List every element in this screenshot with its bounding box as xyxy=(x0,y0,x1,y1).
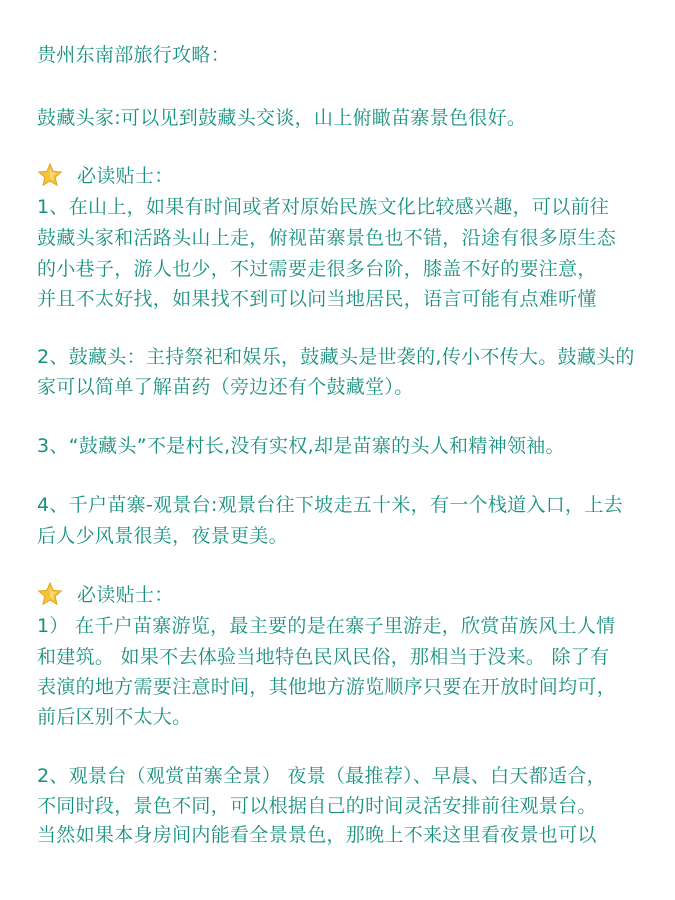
tip1-heading xyxy=(37,162,174,190)
tip1-line: 并且不太好找，如果找不到可以问当地居民，语言可能有点难听懂 xyxy=(37,288,597,310)
tip1-line: 鼓藏头家和活路头山上走，俯视苗寨景色也不错，沿途有很多原生态 xyxy=(37,227,617,249)
tip2-line: 和建筑。 如果不去体验当地特色民风民俗，那相当于没来。 除了有 xyxy=(37,646,610,668)
star-icon xyxy=(37,162,63,188)
section4-line: 4、千户苗寨-观景台:观景台往下坡走五十米，有一个栈道入口，上去 xyxy=(37,494,623,516)
tip2-line: 表演的地方需要注意时间，其他地方游览顺序只要在开放时间均可， xyxy=(37,676,617,698)
tip1-label: 必读贴士： xyxy=(77,165,174,187)
tip2-label: 必读贴士： xyxy=(77,584,174,606)
section5-line: 当然如果本身房间内能看全景景色，那晚上不来这里看夜景也可以 xyxy=(37,824,597,846)
intro-text: 鼓藏头家:可以见到鼓藏头交谈，山上俯瞰苗寨景色很好。 xyxy=(37,107,527,129)
document-title: 贵州东南部旅行攻略： xyxy=(37,44,231,66)
section4-line: 后人少风景很美，夜景更美。 xyxy=(37,525,288,547)
tip2-line: 前后区别不太大。 xyxy=(37,706,192,728)
section5-line: 不同时段，景色不同，可以根据自己的时间灵活安排前往观景台。 xyxy=(37,795,597,817)
tip1-line: 的小巷子，游人也少，不过需要走很多台阶，膝盖不好的要注意， xyxy=(37,258,597,280)
tip1-line: 1、在山上，如果有时间或者对原始民族文化比较感兴趣，可以前往 xyxy=(37,196,610,218)
section5-line: 2、观景台（观赏苗寨全景） 夜景（最推荐）、早晨、白天都适合， xyxy=(37,765,606,787)
tip2-line: 1） 在千户苗寨游览，最主要的是在寨子里游走，欣赏苗族风土人情 xyxy=(37,615,616,637)
section2-line: 家可以简单了解苗药（旁边还有个鼓藏堂）。 xyxy=(37,376,414,398)
section2-line: 2、鼓藏头：主持祭祀和娱乐，鼓藏头是世袭的,传小不传大。鼓藏头的 xyxy=(37,346,635,368)
section3-text: 3、“鼓藏头”不是村长,没有实权,却是苗寨的头人和精神领袖。 xyxy=(37,435,565,457)
star-icon xyxy=(37,581,63,607)
tip2-heading xyxy=(37,581,174,609)
